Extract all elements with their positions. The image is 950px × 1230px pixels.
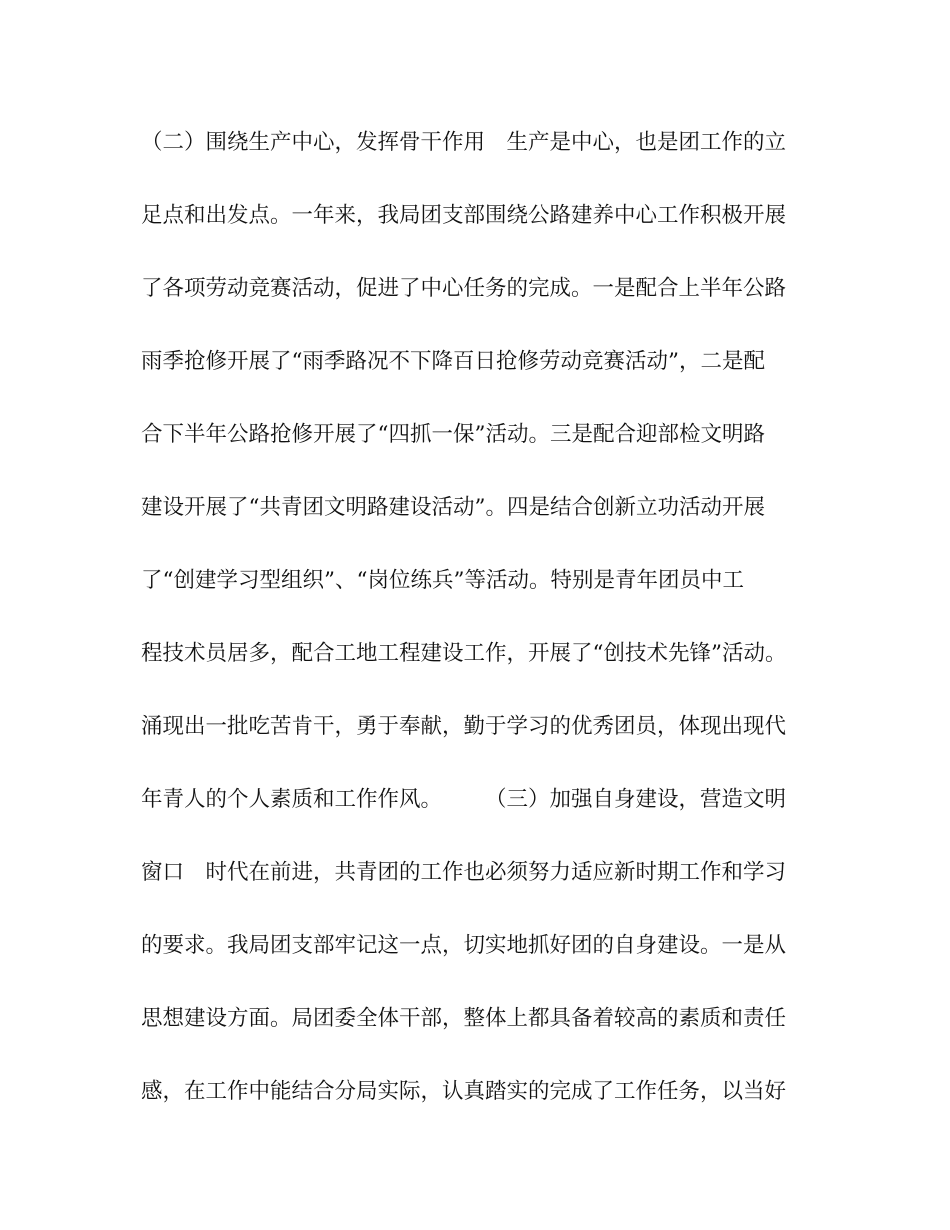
text-line: （二）围绕生产中心，发挥骨干作用 生产是中心，也是团工作的立	[141, 130, 787, 155]
text-line: 年青人的个人素质和工作作风。 （三）加强自身建设，营造文明	[141, 787, 787, 812]
body-text	[141, 128, 821, 1150]
text-line: 的要求。我局团支部牢记这一点，切实地抓好团的自身建设。一是从	[141, 933, 787, 958]
text-line: 建设开展了“共青团文明路建设活动”。四是结合创新立功活动开展	[141, 495, 765, 520]
text-line: 程技术员居多，配合工地工程建设工作，开展了“创技术先锋”活动。	[141, 641, 787, 666]
text-line: 感，在工作中能结合分局实际，认真踏实的完成了工作任务，以当好	[141, 1079, 787, 1104]
text-line: 足点和出发点。一年来，我局团支部围绕公路建养中心工作积极开展	[141, 203, 787, 228]
text-line: 合下半年公路抢修开展了“四抓一保”活动。三是配合迎部检文明路	[141, 422, 765, 447]
text-line: 窗口 时代在前进，共青团的工作也必须努力适应新时期工作和学习	[141, 860, 787, 885]
text-line: 涌现出一批吃苦肯干，勇于奉献，勤于学习的优秀团员，体现出现代	[141, 714, 787, 739]
text-line: 雨季抢修开展了“雨季路况不下降百日抢修劳动竞赛活动”，二是配	[141, 349, 765, 374]
text-line: 了各项劳动竞赛活动，促进了中心任务的完成。一是配合上半年公路	[141, 276, 787, 301]
text-line: 思想建设方面。局团委全体干部，整体上都具备着较高的素质和责任	[141, 1006, 787, 1031]
text-line: 了“创建学习型组织”、“岗位练兵”等活动。特别是青年团员中工	[141, 568, 744, 593]
